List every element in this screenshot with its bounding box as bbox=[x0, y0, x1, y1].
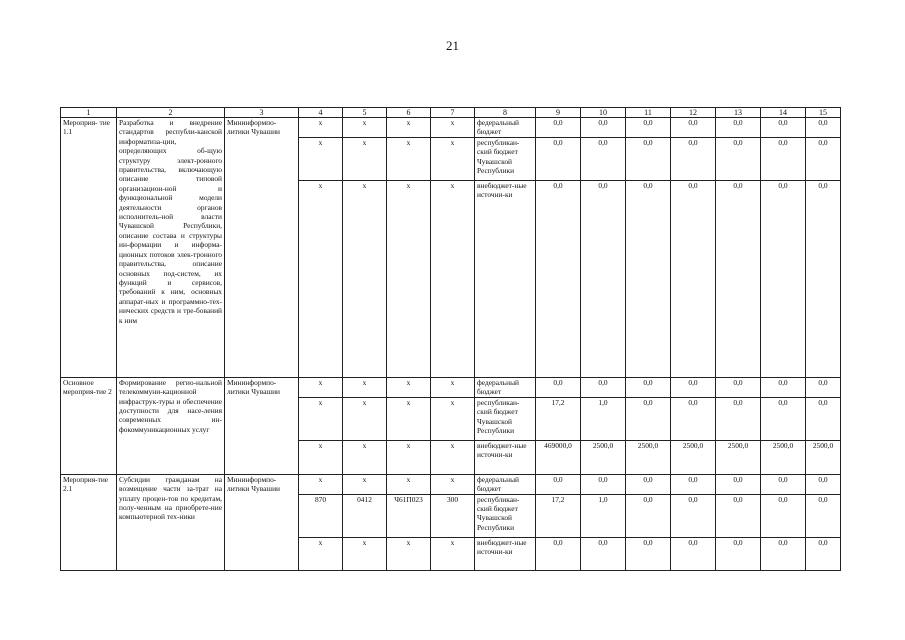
column-header: 6 bbox=[387, 108, 431, 118]
amount-cell: 0,0 bbox=[536, 180, 581, 377]
code-cell: х bbox=[431, 397, 475, 440]
amount-cell: 0,0 bbox=[806, 118, 841, 138]
amount-cell: 0,0 bbox=[626, 537, 671, 570]
amount-cell: 0,0 bbox=[761, 494, 806, 537]
amount-cell: 0,0 bbox=[581, 180, 626, 377]
amount-cell: 0,0 bbox=[671, 137, 716, 180]
amount-cell: 0,0 bbox=[806, 397, 841, 440]
funding-source-cell: республикан-ский бюджет Чувашской Республики bbox=[475, 397, 536, 440]
amount-cell: 0,0 bbox=[536, 474, 581, 494]
description-cell: Субсидии гражданам на возмещение части за-трат на уплату процен-тов по кредитам, полу-ченным на приобрете-ние компьютерной тех-ники bbox=[117, 474, 225, 570]
header-row bbox=[61, 108, 841, 118]
code-cell: х bbox=[299, 440, 343, 474]
funding-source-cell: внебюджет-ные источни-ки bbox=[475, 537, 536, 570]
code-cell: х bbox=[343, 377, 387, 397]
amount-cell: 0,0 bbox=[626, 118, 671, 138]
code-cell: х bbox=[387, 440, 431, 474]
column-header: 9 bbox=[536, 108, 581, 118]
column-header: 8 bbox=[475, 108, 536, 118]
amount-cell: 0,0 bbox=[536, 377, 581, 397]
amount-cell: 0,0 bbox=[716, 377, 761, 397]
amount-cell: 0,0 bbox=[626, 397, 671, 440]
code-cell: 300 bbox=[431, 494, 475, 537]
code-cell: х bbox=[299, 377, 343, 397]
code-cell: х bbox=[387, 118, 431, 138]
amount-cell: 0,0 bbox=[761, 180, 806, 377]
code-cell: х bbox=[431, 537, 475, 570]
amount-cell: 0,0 bbox=[626, 377, 671, 397]
code-cell: х bbox=[431, 474, 475, 494]
code-cell: х bbox=[387, 397, 431, 440]
amount-cell: 0,0 bbox=[626, 137, 671, 180]
amount-cell: 0,0 bbox=[671, 537, 716, 570]
amount-cell: 0,0 bbox=[761, 377, 806, 397]
code-cell: 0412 bbox=[343, 494, 387, 537]
amount-cell: 0,0 bbox=[716, 537, 761, 570]
code-cell: х bbox=[299, 397, 343, 440]
column-header: 12 bbox=[671, 108, 716, 118]
amount-cell: 0,0 bbox=[761, 118, 806, 138]
amount-cell: 1,0 bbox=[581, 397, 626, 440]
code-cell: х bbox=[387, 180, 431, 377]
amount-cell: 2500,0 bbox=[626, 440, 671, 474]
amount-cell: 0,0 bbox=[716, 474, 761, 494]
funding-source-cell: федеральный бюджет bbox=[475, 118, 536, 138]
code-cell: х bbox=[299, 137, 343, 180]
amount-cell: 0,0 bbox=[536, 137, 581, 180]
code-cell: х bbox=[387, 537, 431, 570]
code-cell: х bbox=[343, 180, 387, 377]
code-cell: х bbox=[431, 180, 475, 377]
code-cell: х bbox=[299, 180, 343, 377]
amount-cell: 0,0 bbox=[716, 180, 761, 377]
code-cell: х bbox=[343, 537, 387, 570]
description-cell: Формирование регио-нальной телекоммуни-кационной инфраструк-туры и обеспечение доступности для насе-ления современных ин-фокоммуникационных услуг bbox=[117, 377, 225, 474]
amount-cell: 2500,0 bbox=[806, 440, 841, 474]
code-cell: х bbox=[387, 137, 431, 180]
amount-cell: 1,0 bbox=[581, 494, 626, 537]
amount-cell: 0,0 bbox=[806, 494, 841, 537]
column-header: 4 bbox=[299, 108, 343, 118]
amount-cell: 2500,0 bbox=[761, 440, 806, 474]
amount-cell: 0,0 bbox=[626, 494, 671, 537]
amount-cell: 0,0 bbox=[671, 180, 716, 377]
amount-cell: 0,0 bbox=[626, 180, 671, 377]
code-cell: х bbox=[343, 474, 387, 494]
executor-cell: Мининформпо-литики Чувашии bbox=[225, 474, 299, 570]
code-cell: х bbox=[431, 377, 475, 397]
column-header: 10 bbox=[581, 108, 626, 118]
column-header: 11 bbox=[626, 108, 671, 118]
amount-cell: 0,0 bbox=[581, 537, 626, 570]
code-cell: х bbox=[431, 440, 475, 474]
executor-cell: Мининформпо-литики Чувашии bbox=[225, 377, 299, 474]
code-cell: х bbox=[299, 474, 343, 494]
amount-cell: 469000,0 bbox=[536, 440, 581, 474]
amount-cell: 0,0 bbox=[671, 397, 716, 440]
amount-cell: 0,0 bbox=[806, 377, 841, 397]
funding-source-cell: внебюджет-ные источни-ки bbox=[475, 180, 536, 377]
amount-cell: 0,0 bbox=[671, 118, 716, 138]
amount-cell: 17,2 bbox=[536, 494, 581, 537]
amount-cell: 0,0 bbox=[716, 118, 761, 138]
amount-cell: 0,0 bbox=[806, 474, 841, 494]
amount-cell: 0,0 bbox=[761, 537, 806, 570]
column-header: 7 bbox=[431, 108, 475, 118]
amount-cell: 0,0 bbox=[716, 397, 761, 440]
amount-cell: 2500,0 bbox=[581, 440, 626, 474]
amount-cell: 2500,0 bbox=[671, 440, 716, 474]
amount-cell: 0,0 bbox=[626, 474, 671, 494]
amount-cell: 0,0 bbox=[536, 537, 581, 570]
table-row bbox=[61, 377, 841, 397]
amount-cell: 2500,0 bbox=[716, 440, 761, 474]
amount-cell: 0,0 bbox=[806, 537, 841, 570]
event-cell: Мероприя-тие 2.1 bbox=[61, 474, 117, 570]
event-cell: Основное мероприя-тие 2 bbox=[61, 377, 117, 474]
event-cell: Мероприя- тие 1.1 bbox=[61, 118, 117, 378]
amount-cell: 0,0 bbox=[581, 377, 626, 397]
funding-source-cell: федеральный бюджет bbox=[475, 474, 536, 494]
funding-source-cell: республикан-ский бюджет Чувашской Республики bbox=[475, 137, 536, 180]
table-row bbox=[61, 118, 841, 138]
column-header: 2 bbox=[117, 108, 225, 118]
code-cell: х bbox=[387, 377, 431, 397]
amount-cell: 0,0 bbox=[536, 118, 581, 138]
amount-cell: 17,2 bbox=[536, 397, 581, 440]
amount-cell: 0,0 bbox=[716, 137, 761, 180]
code-cell: 870 bbox=[299, 494, 343, 537]
code-cell: Ч61П023 bbox=[387, 494, 431, 537]
amount-cell: 0,0 bbox=[806, 137, 841, 180]
funding-source-cell: республикан-ский бюджет Чувашской Республики bbox=[475, 494, 536, 537]
code-cell: х bbox=[431, 118, 475, 138]
amount-cell: 0,0 bbox=[671, 377, 716, 397]
amount-cell: 0,0 bbox=[761, 137, 806, 180]
column-header: 3 bbox=[225, 108, 299, 118]
column-header: 5 bbox=[343, 108, 387, 118]
amount-cell: 0,0 bbox=[716, 494, 761, 537]
funding-source-cell: федеральный бюджет bbox=[475, 377, 536, 397]
amount-cell: 0,0 bbox=[761, 397, 806, 440]
description-cell: Разработка и внедрение стандартов республи-канской информатиза-ции, определяющих об-щую структуру элект-ронного правительства, включающую описание типовой организацион-ной и функциональной модели деятельности органов исполнитель-ной власти Чувашской Республики, описание состава и структуры ин-формации и информа-ционных потоков элек-тронного правительства, описание основных под-систем, их функций и сервисов, требований к ним, основных аппарат-ных и программно-тех-нических средств и тре-бований к ним bbox=[117, 118, 225, 378]
funding-table bbox=[60, 107, 841, 571]
column-header: 1 bbox=[61, 108, 117, 118]
code-cell: х bbox=[343, 440, 387, 474]
table-row bbox=[61, 474, 841, 494]
column-header: 15 bbox=[806, 108, 841, 118]
code-cell: х bbox=[343, 397, 387, 440]
code-cell: х bbox=[343, 118, 387, 138]
funding-source-cell: внебюджет-ные источни-ки bbox=[475, 440, 536, 474]
code-cell: х bbox=[387, 474, 431, 494]
amount-cell: 0,0 bbox=[806, 180, 841, 377]
code-cell: х bbox=[343, 137, 387, 180]
amount-cell: 0,0 bbox=[671, 494, 716, 537]
table-body bbox=[61, 108, 841, 571]
executor-cell: Мининформпо-литики Чувашии bbox=[225, 118, 299, 378]
column-header: 13 bbox=[716, 108, 761, 118]
page-number: 21 bbox=[446, 38, 459, 53]
code-cell: х bbox=[299, 118, 343, 138]
code-cell: х bbox=[431, 137, 475, 180]
amount-cell: 0,0 bbox=[581, 474, 626, 494]
column-header: 14 bbox=[761, 108, 806, 118]
code-cell: х bbox=[299, 537, 343, 570]
amount-cell: 0,0 bbox=[671, 474, 716, 494]
amount-cell: 0,0 bbox=[581, 118, 626, 138]
amount-cell: 0,0 bbox=[761, 474, 806, 494]
amount-cell: 0,0 bbox=[581, 137, 626, 180]
